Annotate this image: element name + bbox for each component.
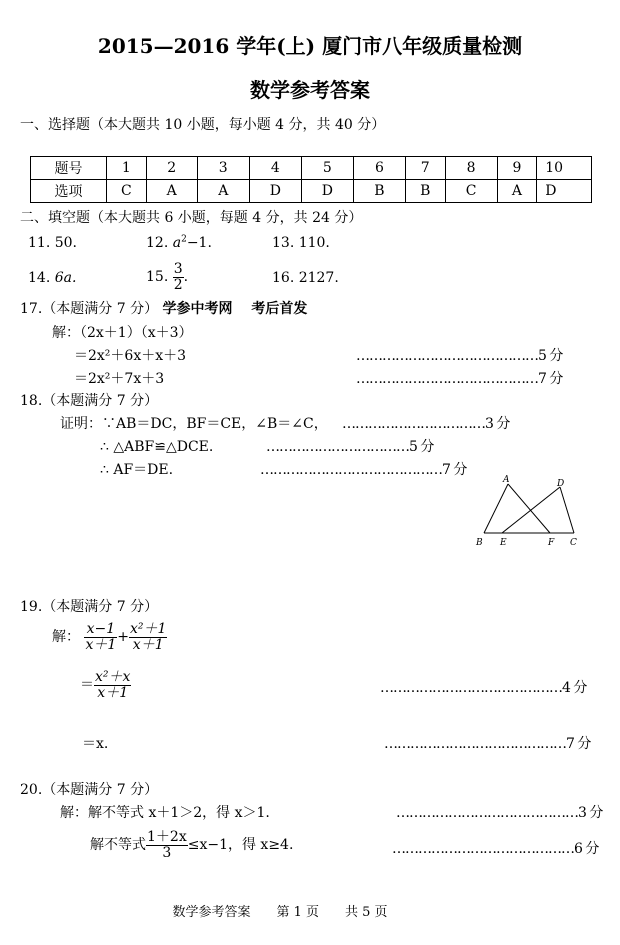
q18-score-5: ……………………………5 分 <box>266 439 434 455</box>
fraction-numerator: 3 <box>173 261 183 277</box>
fraction-numerator: x−1 <box>84 622 117 638</box>
answer-12 <box>146 235 212 252</box>
q20-score-6: ……………………………………6 分 <box>392 841 599 857</box>
section-choice-heading: 一、选择题（本大题共 10 小题，每小题 4 分，共 40 分） <box>20 117 386 133</box>
label-E: E <box>500 538 507 548</box>
equals-sign: ＝ <box>80 677 94 694</box>
q17-line-2: ＝2x²＋6x＋x＋3 <box>74 348 187 364</box>
table-cell: 3 <box>197 157 249 180</box>
table-cell: C <box>107 180 147 203</box>
label-B: B <box>476 538 483 548</box>
q19-heading: 19.（本题满分 7 分） <box>20 599 159 615</box>
answer-12-number: 12. <box>146 235 169 251</box>
table-cell: D <box>249 180 301 203</box>
table-cell: 2 <box>146 157 197 180</box>
fraction-denominator: x＋1 <box>85 636 117 653</box>
label-C: C <box>570 538 577 548</box>
table-cell: 9 <box>497 157 537 180</box>
q17-line-3: ＝2x²＋7x＋3 <box>74 371 165 387</box>
answer-12-exp: 2 <box>181 234 187 245</box>
table-cell: B <box>353 180 405 203</box>
q19-fraction-1 <box>84 622 117 652</box>
table-cell: 1 <box>107 157 147 180</box>
table-row <box>31 157 592 180</box>
answer-15-fraction <box>173 262 184 292</box>
fraction-numerator: x²＋1 <box>130 621 167 637</box>
answer-14-number: 14. <box>28 270 51 286</box>
table-header-cell: 题号 <box>31 157 107 180</box>
q19-score-4: ……………………………………4 分 <box>380 680 587 696</box>
q18-score-3: ……………………………3 分 <box>342 416 510 432</box>
q19-line-2 <box>80 670 131 700</box>
label-A: A <box>503 475 510 485</box>
table-header-cell: 选项 <box>31 180 107 203</box>
table-cell: D <box>301 180 353 203</box>
table-cell: A <box>497 180 537 203</box>
q18-heading: 18.（本题满分 7 分） <box>20 393 159 409</box>
label-F: F <box>548 538 555 548</box>
q18-score-7: ……………………………………7 分 <box>260 462 467 478</box>
answer-15: 15. $\frac{3}{2}$ . <box>146 261 189 293</box>
q20-heading: 20.（本题满分 7 分） <box>20 782 159 798</box>
table-row <box>31 180 592 203</box>
section-fill-heading: 二、填空题（本大题共 6 小题，每题 4 分，共 24 分） <box>20 210 363 226</box>
q18-line-3: ∴ AF＝DE. <box>100 462 174 478</box>
fraction-numerator: x²＋x <box>95 669 131 685</box>
answer-11: 11. 50. <box>28 235 77 251</box>
fraction-numerator: 1＋2x <box>147 829 187 845</box>
answer-12-rest: −1. <box>186 235 212 251</box>
q19-line-1 <box>52 622 167 652</box>
q17-score-5: ……………………………………5 分 <box>356 348 563 364</box>
q20-line-2 <box>90 830 293 860</box>
q19-score-7: ……………………………………7 分 <box>384 736 591 752</box>
table-cell: 6 <box>353 157 405 180</box>
table-cell: 8 <box>445 157 497 180</box>
fraction-denominator: x＋1 <box>132 636 164 653</box>
plus-sign: + <box>117 629 129 646</box>
q19-fraction-3 <box>94 670 131 700</box>
q19-jie: 解： <box>52 629 80 646</box>
q18-line-1: 证明：∵AB＝DC，BF＝CE，∠B＝∠C， <box>60 416 328 432</box>
table-cell: 7 <box>405 157 445 180</box>
q20-line-2-prefix: 解不等式 <box>90 837 146 854</box>
q20-line-1: 解：解不等式 x＋1＞2，得 x＞1. <box>60 805 270 821</box>
page-footer: 数学参考答案 第 1 页 共 5 页 <box>172 905 388 920</box>
table-cell: 10 <box>537 157 592 180</box>
q19-fraction-2 <box>129 622 167 652</box>
q19-line-3: ＝x. <box>82 736 109 752</box>
table-cell: A <box>146 180 197 203</box>
answer-14 <box>28 270 76 287</box>
answer-13: 13. 110. <box>272 235 330 251</box>
table-cell: B <box>405 180 445 203</box>
answer-14-value: 6a. <box>54 270 77 286</box>
page-subtitle: 数学参考答案 <box>250 78 370 102</box>
answer-16: 16. 2127. <box>272 270 339 286</box>
label-D: D <box>557 479 565 489</box>
fraction-denominator: x＋1 <box>97 684 129 701</box>
answer-15-number: 15. <box>146 269 169 286</box>
watermark-text: 学参中考网 考后首发 <box>162 301 308 317</box>
q20-line-2-suffix: ≤x−1，得 x≥4. <box>187 837 294 854</box>
fraction-denominator: 3 <box>162 844 172 861</box>
table-cell: C <box>445 180 497 203</box>
table-cell: 5 <box>301 157 353 180</box>
q17-title: 17.（本题满分 7 分） <box>20 301 159 317</box>
q18-line-2: ∴ △ABF≌△DCE. <box>100 439 214 455</box>
q20-fraction <box>146 830 188 860</box>
q20-score-3: ……………………………………3 分 <box>396 805 603 821</box>
q17-line-1: 解：（2x＋1）（x＋3） <box>52 325 193 341</box>
q17-score-7: ……………………………………7 分 <box>356 371 563 387</box>
q17-heading <box>20 301 307 318</box>
page-title: 2015—2016 学年(上) 厦门市八年级质量检测 <box>97 34 523 58</box>
answer-table <box>30 156 592 203</box>
answer-12-var: a <box>172 235 182 251</box>
fraction-denominator: 2 <box>173 276 183 293</box>
table-cell: A <box>197 180 249 203</box>
triangle-figure <box>470 472 582 550</box>
table-cell: D <box>537 180 592 203</box>
table-cell: 4 <box>249 157 301 180</box>
